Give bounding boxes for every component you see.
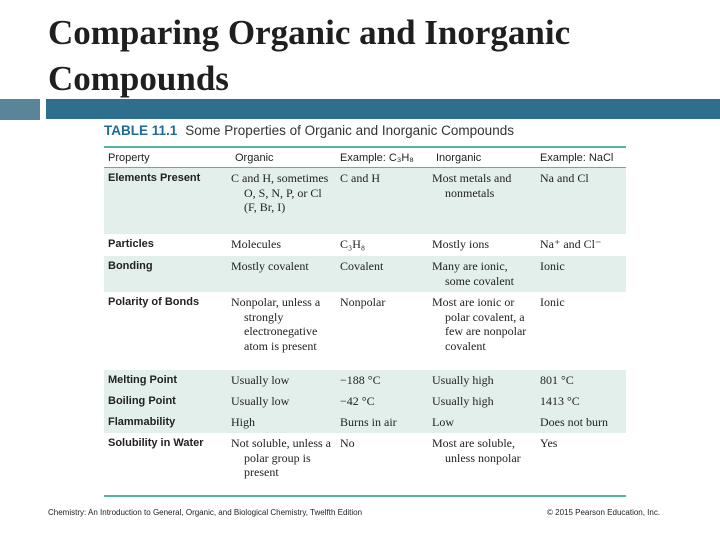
row-organic: Not soluble, unless a polar group is present (231, 436, 331, 479)
row-inorganic: Usually high (432, 373, 494, 387)
row-organic: Mostly covalent (231, 259, 309, 273)
footer-copyright: © 2015 Pearson Education, Inc. (547, 508, 661, 517)
row-organic: High (231, 415, 255, 429)
row-example-inorganic: Does not burn (540, 415, 608, 429)
header-example-inorganic: Example: NaCl (540, 152, 614, 164)
row-example-inorganic: Ionic (540, 259, 565, 273)
row-property: Boiling Point (108, 395, 176, 407)
row-example-inorganic: 801 °C (540, 373, 574, 387)
row-example-organic: −42 °C (340, 394, 375, 408)
row-example-organic: No (340, 436, 355, 450)
row-organic: Usually low (231, 373, 290, 387)
table-row (104, 168, 626, 234)
row-example-organic: Burns in air (340, 415, 397, 429)
row-property: Solubility in Water (108, 437, 204, 449)
row-example-inorganic: 1413 °C (540, 394, 580, 408)
row-example-inorganic: Yes (540, 436, 558, 450)
header-organic: Organic (235, 152, 274, 164)
accent-bar (46, 99, 720, 119)
row-example-inorganic: Na and Cl (540, 171, 589, 185)
row-example-organic: C and H (340, 171, 380, 185)
table-row (104, 412, 626, 433)
row-inorganic: Many are ionic, some covalent (432, 259, 514, 288)
table-row (104, 433, 626, 495)
table-row (104, 370, 626, 391)
row-property: Elements Present (108, 172, 201, 184)
row-inorganic: Most are soluble, unless nonpolar (432, 436, 521, 465)
row-organic: Molecules (231, 237, 281, 251)
row-example-organic: −188 °C (340, 373, 381, 387)
footer-book-title: Chemistry: An Introduction to General, Organic, and Biological Chemistry, Twelfth Edition (48, 508, 363, 517)
table-row (104, 391, 626, 412)
row-example-organic: Nonpolar (340, 295, 386, 309)
row-example-inorganic: Ionic (540, 295, 565, 309)
row-example-inorganic: Na⁺ and Cl⁻ (540, 237, 602, 251)
table-row (104, 234, 626, 256)
row-organic: Usually low (231, 394, 290, 408)
table-number: TABLE 11.1 (104, 123, 178, 138)
row-organic: C and H, sometimes O, S, N, P, or Cl (F, Br, I) (231, 171, 329, 214)
table-caption-text: Some Properties of Organic and Inorganic Compounds (185, 123, 514, 138)
row-property: Polarity of Bonds (108, 296, 200, 308)
row-organic: Nonpolar, unless a strongly electronegative atom is present (231, 295, 321, 353)
table-bottom-rule (104, 495, 626, 497)
row-inorganic: Low (432, 415, 454, 429)
header-example-organic: Example: C₃H₈ (340, 152, 414, 164)
header-inorganic: Inorganic (436, 152, 482, 164)
row-inorganic: Usually high (432, 394, 494, 408)
accent-bar-left (0, 99, 40, 120)
table-header-row (104, 148, 626, 168)
row-property: Particles (108, 238, 154, 250)
table-row (104, 292, 626, 370)
row-property: Bonding (108, 260, 153, 272)
properties-table (104, 146, 626, 497)
row-inorganic: Mostly ions (432, 237, 490, 251)
table-caption (104, 123, 514, 138)
row-inorganic: Most metals and nonmetals (432, 171, 512, 200)
row-inorganic: Most are ionic or polar covalent, a few are nonpolar covalent (432, 295, 527, 353)
row-example-organic: Covalent (340, 259, 384, 273)
header-property: Property (108, 152, 150, 164)
table-row (104, 256, 626, 292)
row-example-organic: C₃H₈ (340, 237, 366, 251)
row-property: Melting Point (108, 374, 178, 386)
slide-title: Comparing Organic and Inorganic Compounds (48, 13, 571, 98)
row-property: Flammability (108, 416, 176, 428)
